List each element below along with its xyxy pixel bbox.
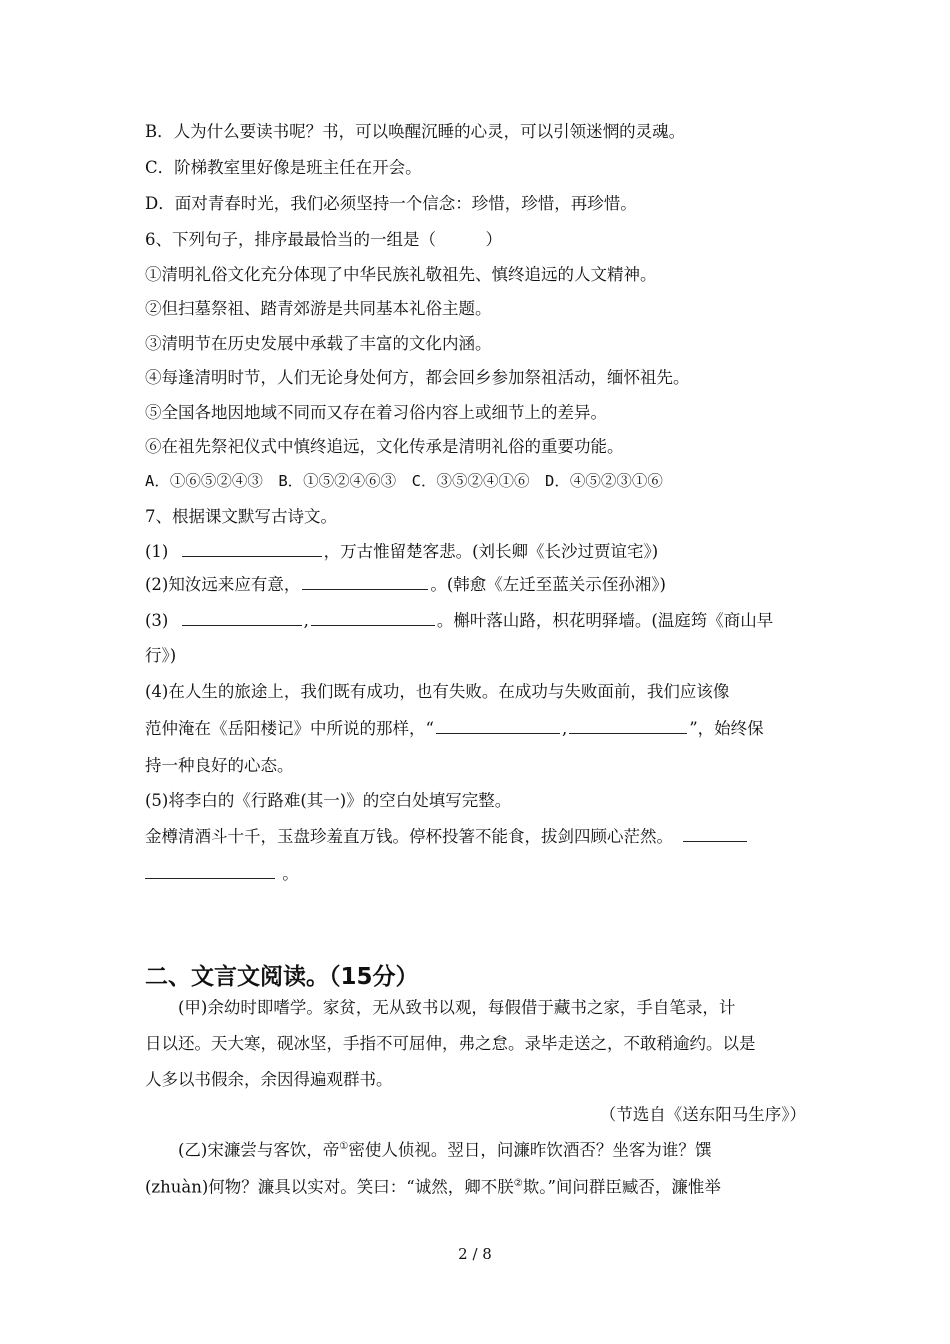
q7-item-2	[145, 577, 666, 594]
q6-sentence-6: ⑥在祖先祭祀仪式中慎终追远，文化传承是清明礼俗的重要功能。	[145, 437, 624, 456]
passage-yi-line2	[145, 1179, 721, 1196]
q6-question: 6、下列句子，排序最最恰当的一组是（ ）	[145, 230, 502, 249]
q7-question: 7、根据课文默写古诗文。	[145, 507, 337, 526]
q7-item-3	[145, 613, 773, 630]
q7-item-5-poem: 金樽清酒斗十千，玉盘珍羞直万钱。停杯投箸不能食，拔剑四顾心茫然。	[145, 827, 673, 846]
q7-item-1-text: ，万古惟留楚客悲。(刘长卿《长沙过贾谊宅》)	[323, 542, 659, 561]
answer-blank[interactable]	[182, 624, 302, 626]
footnote-1: ①	[339, 1141, 349, 1152]
passage-yi-text: 欺。”间问群臣臧否，濂惟举	[522, 1177, 721, 1197]
q6-sentence-3: ③清明节在历史发展中承载了丰富的文化内涵。	[145, 334, 492, 353]
page-number: 2 / 8	[458, 1245, 492, 1263]
footnote-2: ②	[513, 1178, 523, 1189]
q7-item-4-pre: 范仲淹在《岳阳楼记》中所说的那样，“	[145, 719, 434, 738]
answer-blank[interactable]	[182, 555, 322, 557]
q7-item-2-pre: (2)知汝远来应有意，	[145, 575, 301, 594]
passage-jia-line2: 日以还。天大寒，砚冰坚，手指不可屈伸，弗之怠。录毕走送之，不敢稍逾约。以是	[145, 1034, 756, 1053]
q7-item-4-post: ”，始终保	[689, 719, 764, 738]
q7-item-1	[145, 544, 658, 561]
q7-item-5-line3	[145, 866, 299, 883]
q7-item-4-line2	[145, 721, 764, 738]
q7-item-3-continuation: 行》)	[145, 646, 177, 665]
q7-item-3-comma: ,	[303, 611, 309, 630]
q6-choices: A．①⑥⑤②④③ B．①⑤②④⑥③ C．③⑤②④①⑥ D．④⑤②③①⑥	[145, 472, 663, 490]
passage-jia-line3: 人多以书假余，余因得遍观群书。	[145, 1070, 393, 1089]
q7-item-5-line1: (5)将李白的《行路难(其一)》的空白处填写完整。	[145, 791, 512, 810]
passage-yi-text: (zhuàn)何物？濂具以实对。笑曰：“诚然，卿不朕	[145, 1177, 514, 1197]
option-b: B．人为什么要读书呢？书，可以唤醒沉睡的心灵，可以引领迷惘的灵魂。	[145, 122, 686, 141]
option-d: D．面对青春时光，我们必须坚持一个信念：珍惜，珍惜，再珍惜。	[145, 194, 637, 213]
answer-blank[interactable]	[683, 840, 747, 842]
q7-item-2-post: 。(韩愈《左迁至蓝关示侄孙湘》)	[430, 575, 666, 594]
section-heading: 二、文言文阅读。（15分）	[145, 964, 419, 990]
passage-yi-line1	[178, 1142, 711, 1159]
passage-jia-source: （节选自《送东阳马生序》）	[599, 1105, 806, 1124]
q6-sentence-5: ⑤全国各地因地域不同而又存在着习俗内容上或细节上的差异。	[145, 403, 607, 422]
q6-sentence-2: ②但扫墓祭祖、踏青郊游是共同基本礼俗主题。	[145, 299, 492, 318]
q7-item-5-end: 。	[282, 864, 299, 883]
q6-sentence-4: ④每逢清明时节，人们无论身处何方，都会回乡参加祭祖活动，缅怀祖先。	[145, 368, 690, 387]
q7-item-4-line1: (4)在人生的旅途上，我们既有成功，也有失败。在成功与失败面前，我们应该像	[145, 682, 730, 701]
q7-item-5-line2	[145, 829, 749, 846]
passage-yi-text: (乙)宋濂尝与客饮，帝	[178, 1140, 340, 1160]
q7-item-4-line3: 持一种良好的心态。	[145, 756, 294, 775]
q7-item-1-num: (1)	[145, 542, 169, 561]
q7-item-4-comma: ,	[561, 719, 568, 738]
answer-blank[interactable]	[569, 732, 687, 734]
answer-blank[interactable]	[311, 624, 435, 626]
q6-sentence-1: ①清明礼俗文化充分体现了中华民族礼敬祖先、慎终追远的人文精神。	[145, 265, 657, 284]
q7-item-3-post: 。槲叶落山路，枳花明驿墙。(温庭筠《商山早	[436, 611, 774, 630]
answer-blank[interactable]	[436, 732, 560, 734]
answer-blank[interactable]	[302, 588, 428, 590]
answer-blank[interactable]	[145, 877, 275, 879]
passage-jia-line1: (甲)余幼时即嗜学。家贫，无从致书以观，每假借于藏书之家，手自笔录，计	[178, 998, 736, 1017]
q7-item-3-num: (3)	[145, 611, 169, 630]
option-c: C．阶梯教室里好像是班主任在开会。	[145, 158, 422, 177]
passage-yi-text: 密使人侦视。翌日，问濂昨饮酒否？坐客为谁？馔	[348, 1140, 712, 1160]
